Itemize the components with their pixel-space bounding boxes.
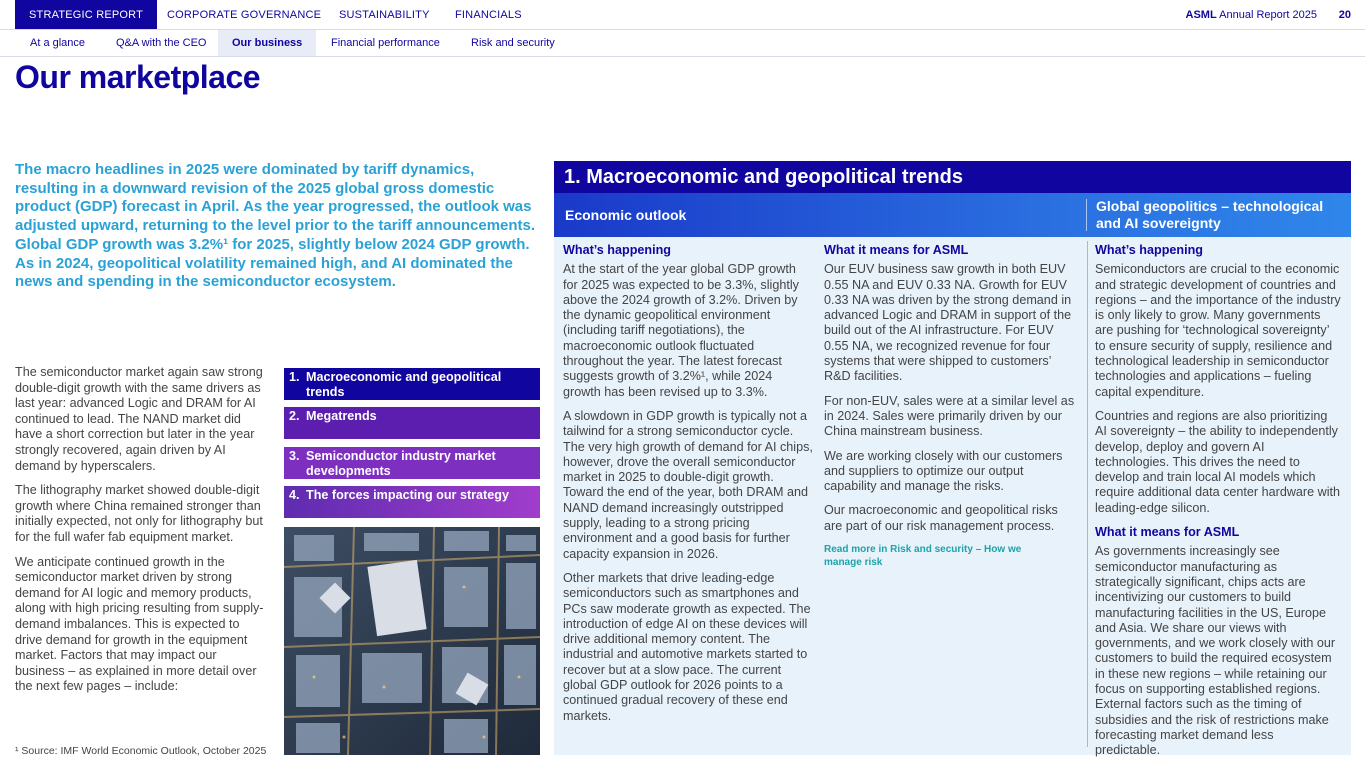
geopolitics-column [1095,243,1342,768]
chapter-link-forces[interactable] [284,486,540,518]
subnav-our-business[interactable]: Our business [218,30,316,56]
tab-financials[interactable]: FINANCIALS [455,9,522,21]
column-heading: What’s happening [563,243,671,257]
subheader-divider [1086,199,1087,231]
economic-happening-column [563,243,813,733]
brand-name: ASML [1185,9,1217,21]
column-paragraph: Countries and regions are also prioritizing AI sovereignty – the ability to independently develop, deploy and govern AI technologies. This drives the need to develop and train local AI models which require additional data center hardware with leading-edge silicon. [1095,408,1341,515]
chapter-label: The forces impacting our strategy [306,488,509,502]
column-heading: What it means for ASML [1095,525,1240,540]
subnav-at-a-glance[interactable]: At a glance [30,37,86,49]
chapter-link-semiconductor[interactable] [284,447,540,479]
economic-asml-column [824,243,1076,569]
sub-navigation [0,30,1365,57]
column-paragraph: Semiconductors are crucial to the economic and strategic development of countries and regions – and the importance of the industry is only likely to grow. Many governments are pushing for ‘technological sovereignty’ to ensure security of supply, resilience and technological leadership in semiconductor technologies and applications – fueling capital expenditure. [1095,262,1341,399]
trends-panel [554,161,1351,758]
subnav-qa-ceo[interactable]: Q&A with the CEO [116,37,207,49]
tab-sustainability[interactable]: SUSTAINABILITY [339,9,430,21]
tab-corporate-governance[interactable]: CORPORATE GOVERNANCE [167,9,322,21]
column-paragraph: At the start of the year global GDP growth for 2025 was expected to be 3.3%, slightly above the 2024 growth of 3.2%. Driven by the dynamic geopolitical environment (including tariff negotiations), the macroeconomic outlook fluctuated throughout the year. The latest forecast suggests growth of 3.2%¹, while 2024 growth has been revised up to 3.3%. [563,262,799,399]
body-text [15,365,269,704]
column-paragraph: Our EUV business saw growth in both EUV 0.55 NA and EUV 0.33 NA. Growth for EUV 0.33 NA was driven by the strong demand in advanced Logic and DRAM in support of the build out of the AI infrastructure. For EUV 0.55 NA, we recognized revenue for four systems that were shipped to customers’ R&D facilities. [824,262,1072,384]
city-illustration [284,527,540,755]
panel-subheader [554,193,1351,237]
top-navigation [0,0,1365,30]
column-heading: What it means for ASML [824,243,969,257]
page-number: 20 [1338,9,1351,21]
body-paragraph: The lithography market showed double-digit growth where China remained stronger than initially expected, not only for lithography but for the full wafer fab equipment market. [15,483,263,544]
column-divider [1087,241,1088,747]
report-brand[interactable] [1186,0,1317,30]
column-heading: What’s happening [1095,243,1203,257]
subnav-risk-and-security[interactable]: Risk and security [471,37,555,49]
body-paragraph: We anticipate continued growth in the semiconductor market driven by strong demand for AI logic and memory products, along with high pricing resulting from supply-demand imbalances. This is expected to drive demand for growth in the equipment market. Factors that may impact our business – as explained in more detail over the next few pages – include: [15,554,264,694]
column-paragraph: Other markets that drive leading-edge semiconductors such as smartphones and PCs saw moderate growth as expected. The introduction of edge AI on these devices will drive additional memory content. The industrial and automotive markets started to recover but at a slow pace. The current global GDP outlook for 2026 points to a continued gradual recovery of these end markets. [563,570,811,723]
body-paragraph: The semiconductor market again saw strong double-digit growth with the same drivers as last year: advanced Logic and DRAM for AI continued to lead. The NAND market did have a short correction but later in the year strongly recovered, again driven by AI demand by hyperscalers. [15,365,263,473]
chapter-link-macroeconomic[interactable] [284,368,540,400]
economic-outlook-heading: Economic outlook [565,207,687,223]
geopolitics-heading: Global geopolitics – technological and AI sovereignty [1096,198,1324,231]
chapter-number: 3. [289,449,300,463]
page-title: Our marketplace [15,59,261,95]
chapter-number: 1. [289,370,300,384]
column-paragraph: We are working closely with our customers and suppliers to optimize our output capability and manage the risks. [824,448,1063,494]
tab-strategic-report[interactable]: STRATEGIC REPORT [15,0,157,29]
subnav-financial-performance[interactable]: Financial performance [331,37,440,49]
chapter-label: Megatrends [306,409,377,423]
footnote: ¹ Source: IMF World Economic Outlook, October 2025 [15,745,267,757]
chapter-number: 4. [289,488,300,502]
chapter-number: 2. [289,409,300,423]
column-paragraph: A slowdown in GDP growth is typically not a tailwind for a strong semiconductor cycle. The very high growth of demand for AI chips, however, drove the overall semiconductor market in 2025 to double-digit growth. Toward the end of the year, both DRAM and NAND demand increasingly outstripped supply, leading to a strong pricing environment and a good basis for further capacity expansion in 2026. [563,408,813,561]
chapter-label: Semiconductor industry market developments [306,449,496,478]
brand-report-label: Annual Report 2025 [1216,9,1317,21]
city-aerial-photo [284,527,540,755]
risk-management-link[interactable]: Read more in Risk and security – How we manage risk [824,544,1022,569]
chapter-label: Macroeconomic and geopolitical trends [306,370,502,399]
chapter-link-megatrends[interactable] [284,407,540,439]
intro-paragraph: The macro headlines in 2025 were dominated by tariff dynamics, resulting in a downward revision of the 2025 global gross domestic product (GDP) forecast in April. As the year progressed, the outlook was adjusted upward, returning to the level prior to the tariff announcements. Global GDP growth was 3.2%¹ for 2025, slightly below 2024 GDP growth. As in 2024, geopolitical volatility remained high, and AI dominated the news and spending in the semiconductor ecosystem. [15,161,536,291]
column-paragraph: Our macroeconomic and geopolitical risks are part of our risk management process. [824,503,1058,533]
panel-title: 1. Macroeconomic and geopolitical trends [554,161,1351,193]
column-paragraph: For non-EUV, sales were at a similar level as in 2024. Sales were primarily driven by our China mainstream business. [824,393,1075,439]
column-paragraph: As governments increasingly see semiconductor manufacturing as strategically significant, chips acts are incentivizing our customers to build manufacturing facilities in the US, Europe and Asia. We share our views with governments, and we work closely with our customers to build the required ecosystem in these new regions – while retaining our focus on supporting established regions. External factors such as the timing of subsidies and the risk of restrictions make forecasting market demand less predictable. [1095,544,1336,758]
